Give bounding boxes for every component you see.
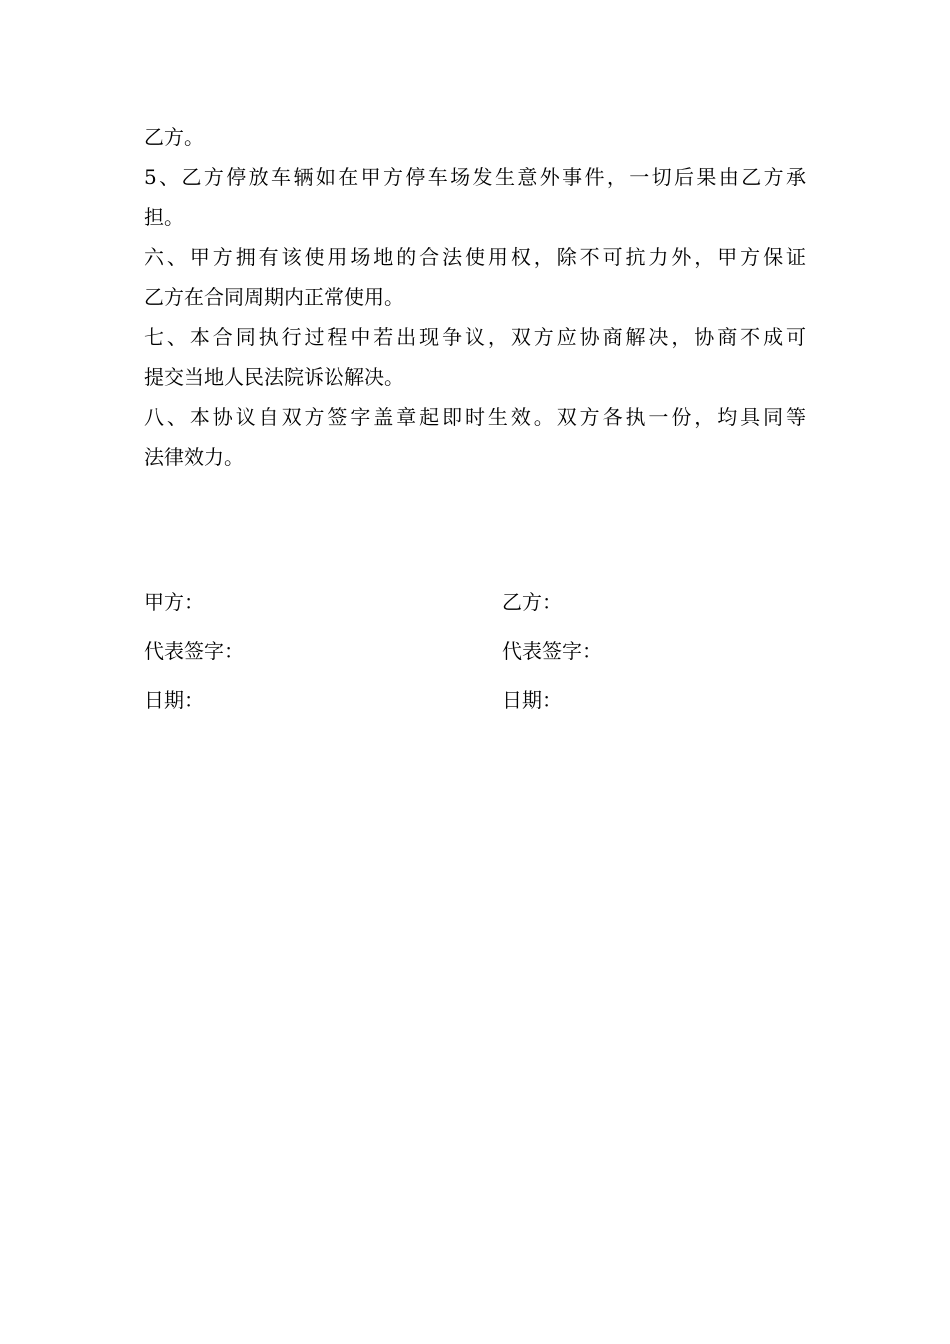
text-line: 六、甲方拥有该使用场地的合法使用权，除不可抗力外，甲方保证 (144, 245, 806, 269)
party-b-date-label: 日期： (502, 688, 562, 712)
party-b-label: 乙方： (502, 590, 562, 614)
text-line: 八、本协议自双方签字盖章起即时生效。双方各执一份，均具同等 (144, 405, 806, 429)
signature-row-date (144, 680, 806, 729)
text-line: 乙方在合同周期内正常使用。 (144, 285, 404, 309)
party-b-rep-label: 代表签字： (502, 639, 602, 663)
party-a-rep-label: 代表签字： (144, 639, 244, 663)
party-a-label: 甲方： (144, 590, 204, 614)
text-line: 提交当地人民法院诉讼解决。 (144, 365, 404, 389)
contract-body (144, 117, 806, 477)
text-line: 5、乙方停放车辆如在甲方停车场发生意外事件，一切后果由乙方承 (144, 165, 806, 189)
signature-row-party (144, 582, 806, 631)
text-line: 乙方。 (144, 125, 204, 149)
text-line: 七、本合同执行过程中若出现争议，双方应协商解决，协商不成可 (144, 325, 806, 349)
text-line: 担。 (144, 205, 184, 229)
text-line: 法律效力。 (144, 445, 244, 469)
signature-block (144, 582, 806, 729)
signature-row-representative (144, 631, 806, 680)
party-a-date-label: 日期： (144, 688, 204, 712)
